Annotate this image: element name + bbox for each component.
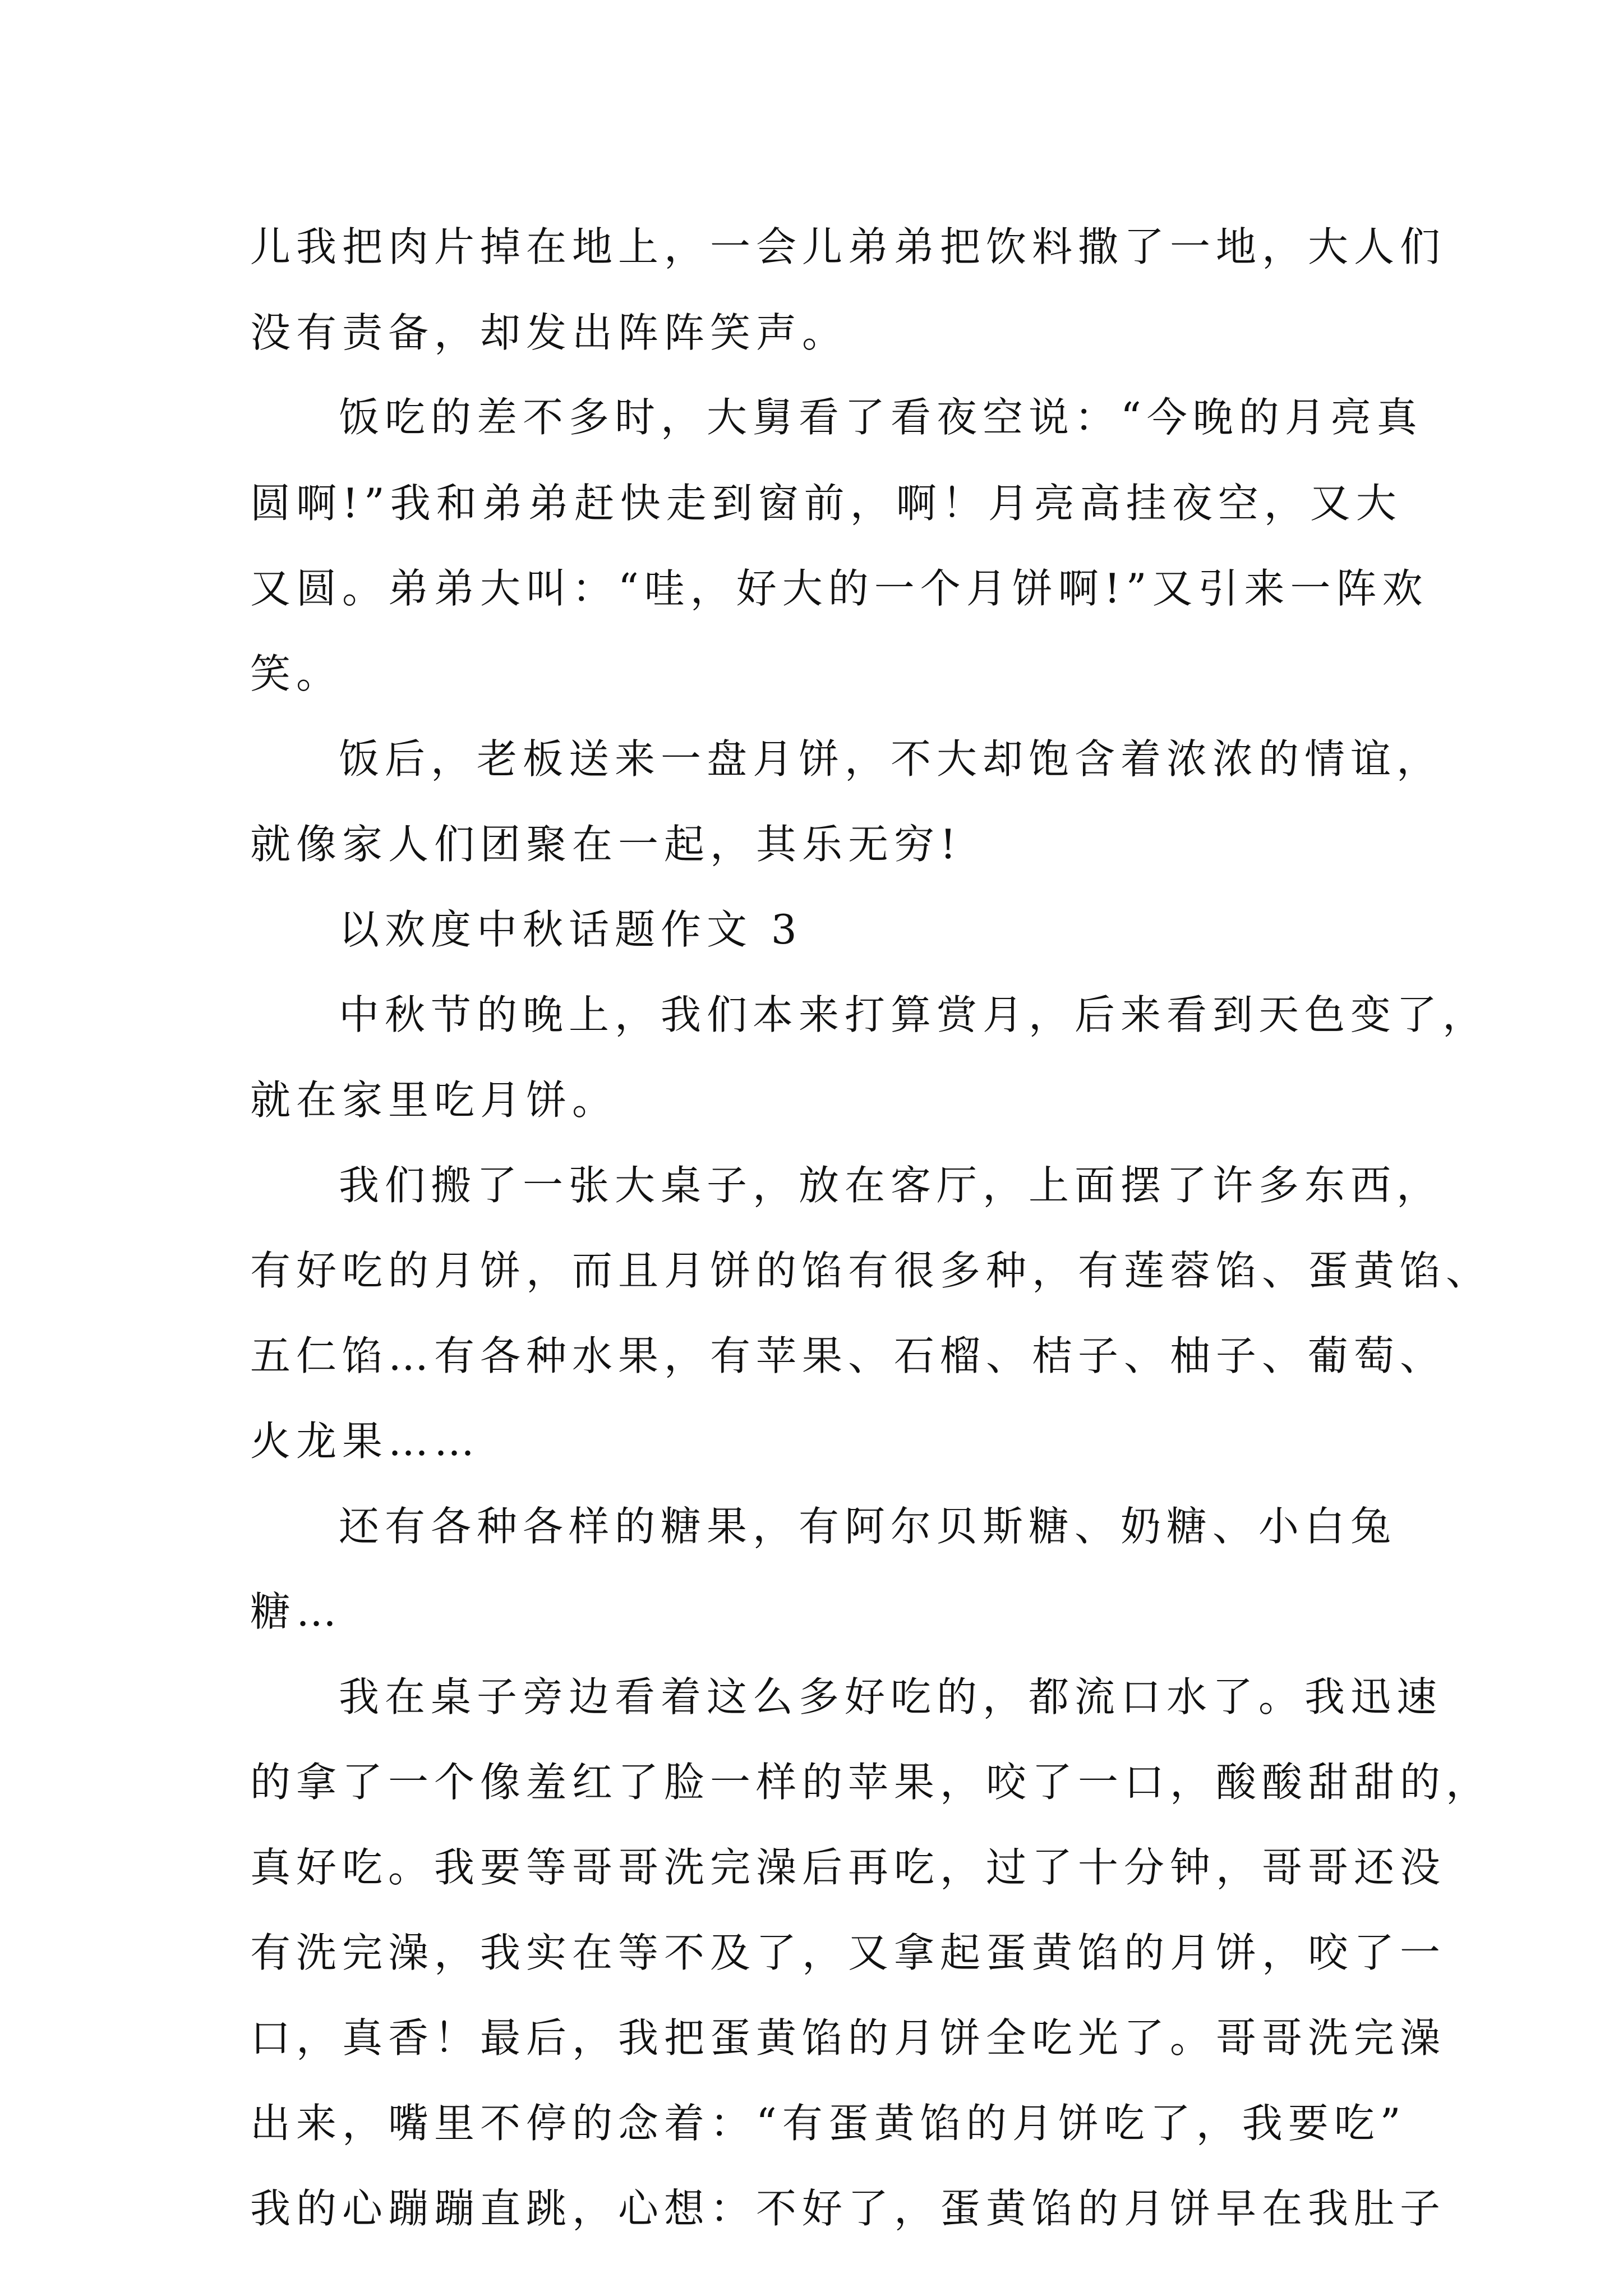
paragraph-start-line: 饭后，老板送来一盘月饼，不大却饱含着浓浓的情谊，: [339, 735, 1443, 783]
text-line: 儿我把肉片掉在地上，一会儿弟弟把饮料撒了一地，大人们: [250, 223, 1446, 270]
text-line: 没有责备，却发出阵阵笑声。: [250, 309, 849, 356]
text-line: 真好吃。我要等哥哥洗完澡后再吃，过了十分钟，哥哥还没: [250, 1844, 1446, 1891]
text-line: 出来，嘴里不停的念着：“有蛋黄馅的月饼吃了，我要吃”: [250, 2100, 1407, 2147]
text-line: 笑。: [250, 650, 343, 697]
text-line: 就在家里吃月饼。: [250, 1076, 619, 1124]
text-line: 我的心蹦蹦直跳，心想：不好了，蛋黄馅的月饼早在我肚子: [250, 2185, 1446, 2232]
paragraph-start-line: 我在桌子旁边看着这么多好吃的，都流口水了。我迅速: [339, 1673, 1443, 1720]
text-line: 五仁馅…有各种水果，有苹果、石榴、桔子、柚子、葡萄、: [250, 1332, 1446, 1379]
paragraph-start-line: 中秋节的晚上，我们本来打算赏月，后来看到天色变了，: [339, 991, 1489, 1038]
text-line: 又圆。弟弟大叫：“哇，好大的一个月饼啊!”又引来一阵欢: [250, 565, 1428, 612]
text-line: 糖…: [250, 1588, 343, 1635]
text-line: 就像家人们团聚在一起，其乐无穷!: [250, 821, 962, 868]
section-heading: 以欢度中秋话题作文 3: [339, 906, 803, 953]
paragraph-start-line: 饭吃的差不多时，大舅看了看夜空说：“今晚的月亮真: [339, 394, 1423, 441]
text-line: 有好吃的月饼，而且月饼的馅有很多种，有莲蓉馅、蛋黄馅、: [250, 1247, 1492, 1294]
text-line: 圆啊!”我和弟弟赶快走到窗前，啊！月亮高挂夜空，又大: [250, 480, 1402, 527]
paragraph-start-line: 我们搬了一张大桌子，放在客厅，上面摆了许多东西，: [339, 1162, 1443, 1209]
text-line: 有洗完澡，我实在等不及了，又拿起蛋黄馅的月饼，咬了一: [250, 1929, 1446, 1976]
text-line: 火龙果……: [250, 1418, 481, 1465]
text-line: 的拿了一个像羞红了脸一样的苹果，咬了一口，酸酸甜甜的，: [250, 1759, 1492, 1806]
paragraph-start-line: 还有各种各样的糖果，有阿尔贝斯糖、奶糖、小白兔: [339, 1503, 1397, 1550]
text-line: 口，真香！最后，我把蛋黄馅的月饼全吃光了。哥哥洗完澡: [250, 2014, 1446, 2062]
